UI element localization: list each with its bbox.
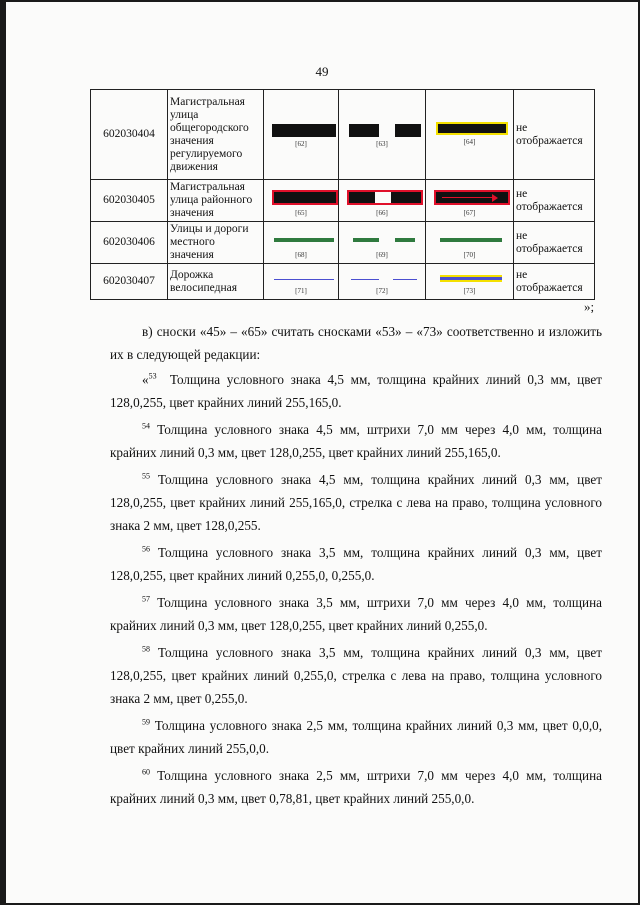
footnote-text: Толщина условного знака 3,5 мм, штрихи 7,0 мм через 4,0 мм, толщина крайних линий 0,3 мм, цвет 128,0,255, цвет крайних линий 0,255,0. [110,595,603,633]
dashed-blue-line-symbol [351,279,379,280]
legend-table [90,89,595,300]
symbol-cell [339,264,426,300]
body-text [110,320,602,814]
footnote-number: 60 [142,767,150,777]
footnote-ref: [64] [463,137,476,146]
table-row [91,264,595,300]
symbol-cell [339,222,426,264]
row-code: 602030404 [91,90,168,180]
symbol-cell [426,90,514,180]
solid-green-line-symbol [274,238,334,242]
footnote-number: 58 [142,644,150,654]
footnote-number: 59 [142,717,150,727]
footnote-paragraph [110,468,602,537]
footnote-ref: [71] [295,286,307,295]
symbol-cell [264,264,339,300]
dashed-black-line-symbol [349,124,379,137]
footnote-ref: [72] [376,286,388,295]
symbol-cell [426,264,514,300]
footnote-paragraph [110,714,602,760]
footnote-ref: [66] [376,208,388,217]
row-code: 602030407 [91,264,168,300]
footnote-text: Толщина условного знака 3,5 мм, толщина крайних линий 0,3 мм, цвет 128,0,255, цвет крайних линий 0,255,0, 0,255,0. [110,545,603,583]
footnote-text: Толщина условного знака 2,5 мм, штрихи 7,0 мм через 4,0 мм, толщина крайних линий 0,3 мм, цвет 0,78,81, цвет крайних линий 255,0,0. [110,768,603,806]
footnote-paragraph [110,368,602,414]
intro-paragraph: в) сноски «45» – «65» считать сносками «53» – «73» соответственно и изложить их в следующей редакции: [110,324,602,362]
footnote-ref: [68] [295,250,307,259]
yellow-bordered-black-line-symbol [436,122,508,135]
footnote-paragraph [110,764,602,810]
footnote-text: Толщина условного знака 4,5 мм, толщина крайних линий 0,3 мм, цвет 128,0,255, цвет крайних линий 255,165,0. [110,372,602,410]
symbol-cell [426,222,514,264]
symbol-cell [426,180,514,222]
table-row [91,222,595,264]
footnote-paragraph [110,591,602,637]
footnote-ref: [65] [295,208,307,217]
solid-black-line-symbol [272,124,336,137]
table-row [91,90,595,180]
row-name: Улицы и дороги местного значения [168,222,264,264]
row-status: не отображается [514,222,595,264]
table-row [91,180,595,222]
symbol-cell [264,222,339,264]
symbol-cell [339,90,426,180]
footnote-paragraph [110,641,602,710]
footnote-ref: [67] [463,208,476,217]
row-status: не отображается [514,180,595,222]
row-code: 602030405 [91,180,168,222]
row-name: Магистральная улица районного значения [168,180,264,222]
footnote-ref: [63] [376,139,388,148]
symbol-cell [264,180,339,222]
symbol-cell [264,90,339,180]
footnote-text: Толщина условного знака 4,5 мм, толщина крайних линий 0,3 мм, цвет 128,0,255, цвет крайних линий 255,165,0, стрелка с лева на право, толщина условного знака 2 мм, цвет 128,0,255. [110,472,603,533]
symbol-cell [339,180,426,222]
footnote-number: 53 [148,371,157,381]
footnote-text: Толщина условного знака 2,5 мм, толщина крайних линий 0,3 мм, цвет 0,0,0, цвет крайних линий 255,0,0. [110,718,603,756]
row-name: Магистральная улица общегородского значения регулируемого движения [168,90,264,180]
solid-blue-line-symbol [274,279,334,280]
footnote-number: 54 [142,421,150,431]
row-name: Дорожка велосипедная [168,264,264,300]
opening-quote: « [142,372,149,387]
dashed-black-line-symbol [395,124,421,137]
green-line-symbol [440,238,502,242]
dashed-green-line-symbol [353,238,379,242]
footnote-ref: [70] [463,250,476,259]
footnote-number: 56 [142,544,150,554]
document-page [6,2,638,903]
red-bordered-black-line-symbol [272,190,338,205]
footnote-ref: [69] [376,250,388,259]
footnote-ref: [73] [463,286,476,295]
yellow-bordered-blue-line-symbol [440,275,502,282]
row-status: не отображается [514,264,595,300]
footnote-number: 57 [142,594,150,604]
arrow-head-icon [492,194,498,202]
arrow-icon [442,197,492,198]
footnote-text: Толщина условного знака 3,5 мм, толщина крайних линий 0,3 мм, цвет 128,0,255, цвет крайних линий 0,255,0, стрелка с лева на право, толщина условного знака 2 мм, цвет 0,255,0. [110,645,603,706]
footnote-text: Толщина условного знака 4,5 мм, штрихи 7,0 мм через 4,0 мм, толщина крайних линий 0,3 мм, цвет 128,0,255, цвет крайних линий 255,165,0. [110,422,603,460]
row-code: 602030406 [91,222,168,264]
dashed-blue-line-symbol [393,279,417,280]
footnote-ref: [62] [295,139,307,148]
footnote-paragraph [110,541,602,587]
footnote-paragraph [110,418,602,464]
row-status: не отображается [514,90,595,180]
dashed-green-line-symbol [395,238,415,242]
closing-quote: »; [584,299,595,314]
page-number: 49 [315,64,329,79]
dash-gap [375,192,391,203]
footnote-number: 55 [142,471,150,481]
